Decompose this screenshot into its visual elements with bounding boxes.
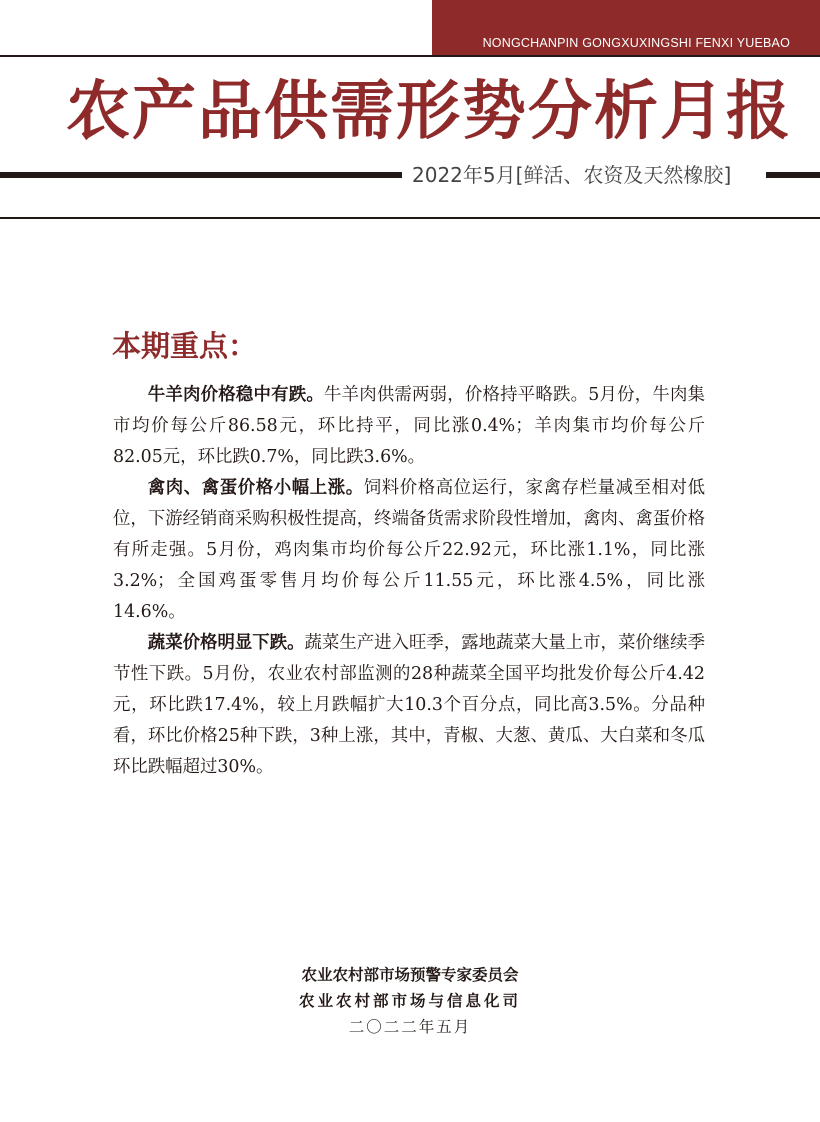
top-rule <box>0 55 820 57</box>
paragraph-text: 饲料价格高位运行，家禽存栏量减至相对低位，下游经销商采购积极性提高，终端备货需求阶段性增加，禽肉、禽蛋价格有所走强。5月份，鸡肉集市均价每公斤22.92元，环比涨1.1%，同比涨3.2%；全国鸡蛋零售月均价每公斤11.55元，环比涨4.5%，同比涨14.6%。 <box>113 478 705 622</box>
footer-date: 二〇二二年五月 <box>348 1018 472 1036</box>
thick-rule-left <box>0 172 402 178</box>
paragraph-text: 蔬菜生产进入旺季，露地蔬菜大量上市，菜价继续季节性下跌。5月份，农业农村部监测的28种蔬菜全国平均批发价每公斤4.42元，环比跌17.4%，较上月跌幅扩大10.3个百分点，同比高3.5%。分品种看，环比价格25种下跌，3种上涨，其中，青椒、大葱、黄瓜、大白菜和冬瓜环比跌幅超过30%。 <box>113 633 705 777</box>
report-title: 农产品供需形势分析月报 <box>66 75 792 149</box>
header-brand-box <box>432 0 820 56</box>
paragraph-text: 牛羊肉供需两弱，价格持平略跌。5月份，牛肉集市均价每公斤86.58元，环比持平，同比涨0.4%；羊肉集市均价每公斤82.05元，环比跌0.7%，同比跌3.6%。 <box>113 385 705 467</box>
paragraph-vegetables <box>113 628 705 783</box>
bracket-close: ] <box>723 163 732 187</box>
issue-scope: 鲜活、农资及天然橡胶 <box>523 163 724 187</box>
footer-committee: 农业农村部市场预警专家委员会 <box>301 966 519 984</box>
bracket-open: [ <box>515 163 524 187</box>
paragraph-poultry-eggs <box>113 473 705 628</box>
pinyin-title: NONGCHANPIN GONGXUXINGSHI FENXI YUEBAO <box>482 36 790 50</box>
paragraph-beef-mutton <box>113 380 705 473</box>
highlights-body <box>113 380 705 783</box>
issue-date: 2022年5月 <box>412 163 516 187</box>
paragraph-lead: 牛羊肉价格稳中有跌。 <box>147 385 324 405</box>
footer-department: 农业农村部市场与信息化司 <box>298 992 521 1010</box>
section-heading: 本期重点： <box>112 329 258 363</box>
paragraph-lead: 蔬菜价格明显下跌。 <box>147 633 305 653</box>
publisher-footer <box>0 962 820 1040</box>
thick-rule-right <box>766 172 820 178</box>
bottom-rule <box>0 217 820 219</box>
paragraph-lead: 禽肉、禽蛋价格小幅上涨。 <box>147 478 364 498</box>
issue-line <box>412 161 758 189</box>
